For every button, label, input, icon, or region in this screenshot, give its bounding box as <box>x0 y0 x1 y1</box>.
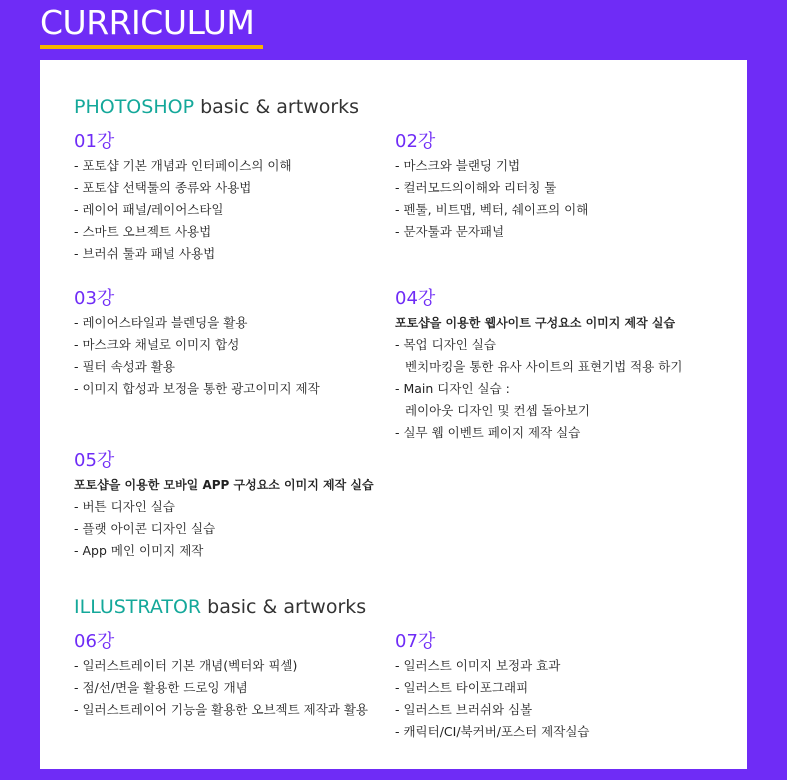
lesson-item: - 플랫 아이콘 디자인 실습 <box>74 521 216 536</box>
lesson-item: - 브러쉬 툴과 패널 사용법 <box>74 246 216 261</box>
lesson-title: 01강 <box>74 131 115 152</box>
lesson-05 <box>74 450 394 562</box>
section-title-accent: ILLUSTRATOR <box>74 596 202 618</box>
lesson-item: - 일러스트 이미지 보정과 효과 <box>395 658 561 673</box>
lesson-title: 07강 <box>395 631 436 652</box>
section-title-rest: basic & artworks <box>201 596 367 618</box>
lesson-02 <box>395 131 715 243</box>
lesson-item: - Main 디자인 실습 : <box>395 381 510 396</box>
section-title-illustrator <box>74 595 366 619</box>
lesson-subtitle: 포토샵을 이용한 웹사이트 구성요소 이미지 제작 실습 <box>395 316 676 330</box>
section-title-accent: PHOTOSHOP <box>74 96 195 118</box>
lesson-item: - 일러스트레이어 기능을 활용한 오브젝트 제작과 활용 <box>74 702 369 717</box>
lesson-title: 03강 <box>74 288 115 309</box>
lesson-item: - 컬러모드의이해와 리터칭 툴 <box>395 180 557 195</box>
lesson-item: - 마스크와 채널로 이미지 합성 <box>74 337 240 352</box>
lesson-04 <box>395 288 715 444</box>
lesson-title: 05강 <box>74 450 115 471</box>
lesson-item: - 일러스트레이터 기본 개념(벡터와 픽셀) <box>74 658 298 673</box>
lesson-item: - 목업 디자인 실습 <box>395 337 496 352</box>
lesson-item: - 일러스트 타이포그래피 <box>395 680 529 695</box>
lesson-title: 02강 <box>395 131 436 152</box>
title-underline <box>40 45 263 49</box>
lesson-item: - 포토샵 선택툴의 종류와 사용법 <box>74 180 252 195</box>
lesson-item: - 이미지 합성과 보정을 통한 광고이미지 제작 <box>74 381 320 396</box>
lesson-title: 06강 <box>74 631 115 652</box>
lesson-subtitle: 포토샵을 이용한 모바일 APP 구성요소 이미지 제작 실습 <box>74 478 374 492</box>
section-title-photoshop <box>74 95 359 119</box>
lesson-item: - 스마트 오브젝트 사용법 <box>74 224 212 239</box>
lesson-03 <box>74 288 394 400</box>
lesson-06 <box>74 631 394 721</box>
lesson-item: - 문자툴과 문자패널 <box>395 224 505 239</box>
lesson-item: - 레이어 패널/레이어스타일 <box>74 202 224 217</box>
lesson-item: 벤치마킹을 통한 유사 사이트의 표현기법 적용 하기 <box>405 359 683 374</box>
lesson-item: - 레이어스타일과 블렌딩을 활용 <box>74 315 248 330</box>
lesson-title: 04강 <box>395 288 436 309</box>
curriculum-header <box>40 4 263 42</box>
lesson-item: - 펜툴, 비트맵, 벡터, 쉐이프의 이해 <box>395 202 589 217</box>
lesson-item: 레이아웃 디자인 및 컨셉 돌아보기 <box>405 403 590 418</box>
lesson-item: - 실무 웹 이벤트 페이지 제작 실습 <box>395 425 581 440</box>
lesson-item: - App 메인 이미지 제작 <box>74 543 204 558</box>
lesson-01 <box>74 131 394 265</box>
section-title-rest: basic & artworks <box>194 96 360 118</box>
lesson-item: - 버튼 디자인 실습 <box>74 499 175 514</box>
lesson-item: - 캐릭터/CI/북커버/포스터 제작실습 <box>395 724 590 739</box>
lesson-item: - 점/선/면을 활용한 드로잉 개념 <box>74 680 248 695</box>
curriculum-card <box>40 60 747 769</box>
lesson-item: - 필터 속성과 활용 <box>74 359 175 374</box>
lesson-item: - 마스크와 블랜딩 기법 <box>395 158 521 173</box>
lesson-07 <box>395 631 715 743</box>
page-title: CURRICULUM <box>40 3 255 42</box>
lesson-item: - 일러스트 브러쉬와 심볼 <box>395 702 533 717</box>
lesson-item: - 포토샵 기본 개념과 인터페이스의 이해 <box>74 158 292 173</box>
